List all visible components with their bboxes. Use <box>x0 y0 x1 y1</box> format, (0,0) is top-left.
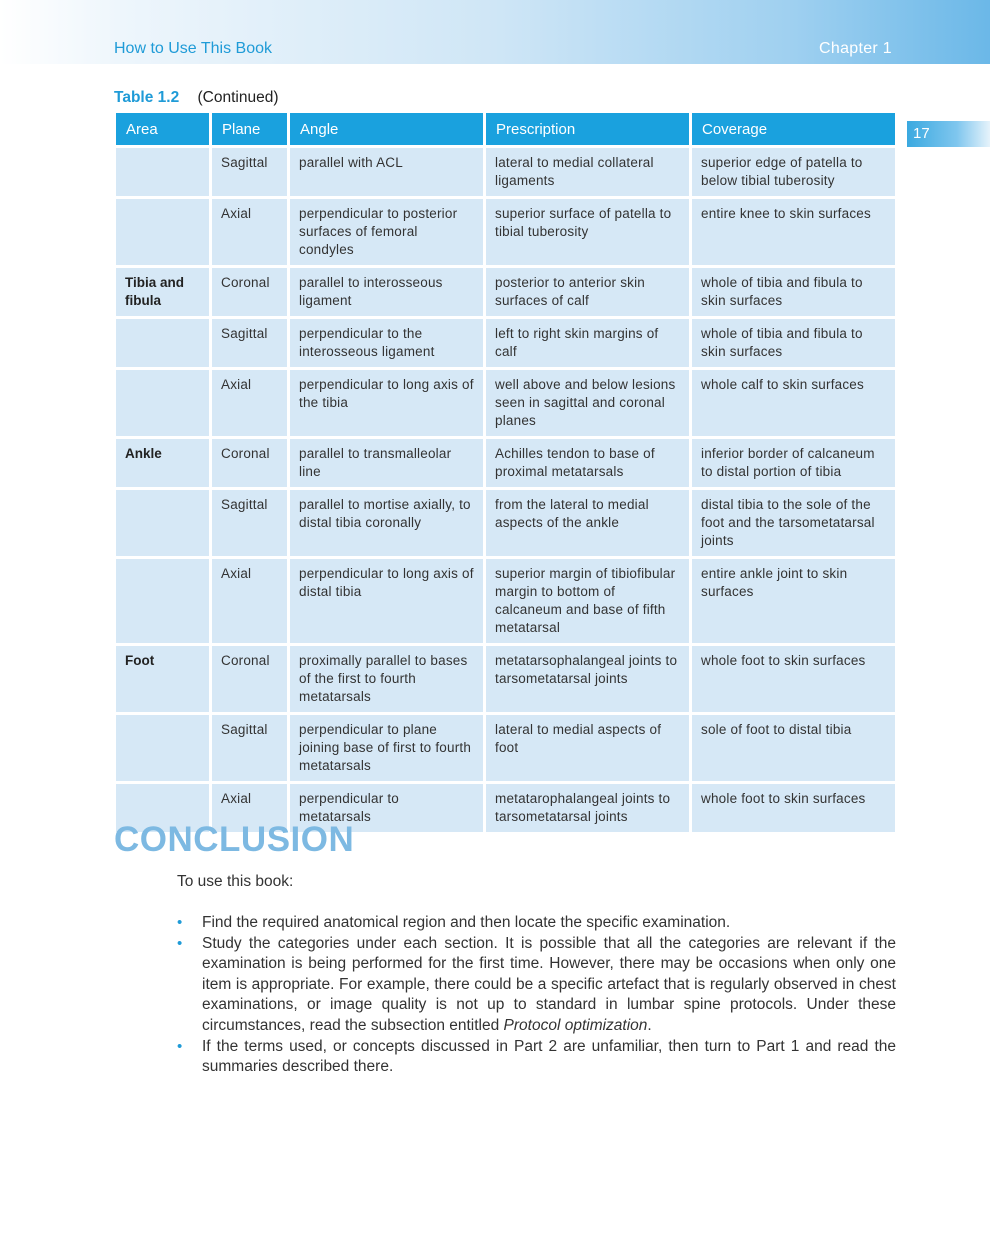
table-cell-plane: Coronal <box>211 645 289 714</box>
table-cell-plane: Axial <box>211 558 289 645</box>
table-row <box>115 714 897 783</box>
table-cell-coverage: entire ankle joint to skin surfaces <box>691 558 897 645</box>
bullet-text: Study the categories under each section. It is possible that all the categories are relevant if the examination is being performed for the first time. However, there may be occasions when only one item is appropriate. For example, there could be a specific artefact that is regularly observed in chest examinations, or image quality is not up to standard in lumbar spine protocols. Under these circumstances, read the subsection entitled <box>202 934 896 1034</box>
table-cell-prescription: from the lateral to medial aspects of the ankle <box>485 489 691 558</box>
table-cell-coverage: whole of tibia and fibula to skin surfaces <box>691 318 897 369</box>
table-cell-angle: perpendicular to long axis of distal tibia <box>289 558 485 645</box>
table-cell-angle: perpendicular to long axis of the tibia <box>289 369 485 438</box>
table-cell-plane: Coronal <box>211 438 289 489</box>
table-cell-plane: Axial <box>211 369 289 438</box>
table-cell-prescription: metatarophalangeal joints to tarsometatarsal joints <box>485 783 691 834</box>
running-title: How to Use This Book <box>114 40 272 57</box>
table-row <box>115 267 897 318</box>
table-body <box>115 147 897 834</box>
table-cell-prescription: superior surface of patella to tibial tuberosity <box>485 198 691 267</box>
bullet-text: If the terms used, or concepts discussed in Part 2 are unfamiliar, then turn to Part 1 and read the summaries described there. <box>202 1037 896 1076</box>
table-cell-prescription: metatarsophalangeal joints to tarsometatarsal joints <box>485 645 691 714</box>
bullet-text: Find the required anatomical region and then locate the specific examination. <box>202 914 731 931</box>
table-cell-coverage: superior edge of patella to below tibial tuberosity <box>691 147 897 198</box>
table-cell-area <box>115 714 211 783</box>
table-cell-area <box>115 558 211 645</box>
table-cell-prescription: well above and below lesions seen in sagittal and coronal planes <box>485 369 691 438</box>
table-cell-angle: proximally parallel to bases of the first to fourth metatarsals <box>289 645 485 714</box>
table-row <box>115 645 897 714</box>
bullet-icon: • <box>177 914 183 931</box>
bullet-emphasis: Protocol optimization <box>503 1016 648 1034</box>
table-row <box>115 318 897 369</box>
table-cell-coverage: whole calf to skin surfaces <box>691 369 897 438</box>
bullet-tail: . <box>647 1016 652 1034</box>
table-cell-angle: perpendicular to plane joining base of first to fourth metatarsals <box>289 714 485 783</box>
column-header-plane: Plane <box>211 113 289 147</box>
table-cell-area: Tibia and fibula <box>115 267 211 318</box>
table-cell-angle: parallel to transmalleolar line <box>289 438 485 489</box>
conclusion-intro: To use this book: <box>177 873 294 890</box>
table-cell-angle: perpendicular to the interosseous ligament <box>289 318 485 369</box>
column-header-prescription: Prescription <box>485 113 691 147</box>
table-cell-plane: Sagittal <box>211 318 289 369</box>
table-cell-area <box>115 369 211 438</box>
page-number-tab <box>907 121 990 147</box>
table-cell-coverage: whole foot to skin surfaces <box>691 783 897 834</box>
table-cell-area <box>115 147 211 198</box>
column-header-coverage: Coverage <box>691 113 897 147</box>
table-cell-area <box>115 318 211 369</box>
table-row <box>115 558 897 645</box>
conclusion-heading: CONCLUSION <box>114 820 355 859</box>
table-cell-coverage: entire knee to skin surfaces <box>691 198 897 267</box>
column-header-angle: Angle <box>289 113 485 147</box>
table-cell-coverage: whole foot to skin surfaces <box>691 645 897 714</box>
table-cell-prescription: lateral to medial collateral ligaments <box>485 147 691 198</box>
table-row <box>115 198 897 267</box>
table-cell-plane: Sagittal <box>211 489 289 558</box>
table-continued-note: (Continued) <box>197 89 279 106</box>
table-cell-coverage: inferior border of calcaneum to distal portion of tibia <box>691 438 897 489</box>
table-cell-area: Ankle <box>115 438 211 489</box>
table-cell-coverage: sole of foot to distal tibia <box>691 714 897 783</box>
table-cell-plane: Coronal <box>211 267 289 318</box>
table-cell-plane: Sagittal <box>211 714 289 783</box>
table-cell-prescription: Achilles tendon to base of proximal metatarsals <box>485 438 691 489</box>
table-cell-prescription: posterior to anterior skin surfaces of calf <box>485 267 691 318</box>
table-cell-prescription: superior margin of tibiofibular margin to bottom of calcaneum and base of fifth metatarsal <box>485 558 691 645</box>
table-cell-prescription: left to right skin margins of calf <box>485 318 691 369</box>
bullet-icon: • <box>177 1037 183 1055</box>
table-cell-angle: parallel to interosseous ligament <box>289 267 485 318</box>
table-cell-area <box>115 489 211 558</box>
bullet-icon: • <box>177 934 183 952</box>
table-cell-angle: parallel with ACL <box>289 147 485 198</box>
table-row <box>115 369 897 438</box>
column-header-area: Area <box>115 113 211 147</box>
table-cell-coverage: distal tibia to the sole of the foot and the tarsometatarsal joints <box>691 489 897 558</box>
table-cell-prescription: lateral to medial aspects of foot <box>485 714 691 783</box>
table-cell-area: Foot <box>115 645 211 714</box>
table-header-row <box>115 113 897 147</box>
table-cell-plane: Axial <box>211 783 289 834</box>
table-cell-plane: Sagittal <box>211 147 289 198</box>
conclusion-bullet-list <box>176 913 896 1078</box>
protocol-table <box>113 113 898 835</box>
table-cell-angle: perpendicular to metatarsals <box>289 783 485 834</box>
table-row <box>115 438 897 489</box>
list-item <box>176 1037 896 1078</box>
table-cell-area <box>115 198 211 267</box>
table-cell-plane: Axial <box>211 198 289 267</box>
table-cell-angle: parallel to mortise axially, to distal tibia coronally <box>289 489 485 558</box>
page-number: 17 <box>913 125 930 142</box>
list-item <box>176 913 896 934</box>
table-row <box>115 147 897 198</box>
table-label: Table 1.2 <box>114 89 180 106</box>
list-item <box>176 934 896 1037</box>
table-cell-angle: perpendicular to posterior surfaces of femoral condyles <box>289 198 485 267</box>
table-caption <box>114 89 279 107</box>
table-row <box>115 489 897 558</box>
chapter-label: Chapter 1 <box>819 40 892 57</box>
table-cell-coverage: whole of tibia and fibula to skin surfaces <box>691 267 897 318</box>
